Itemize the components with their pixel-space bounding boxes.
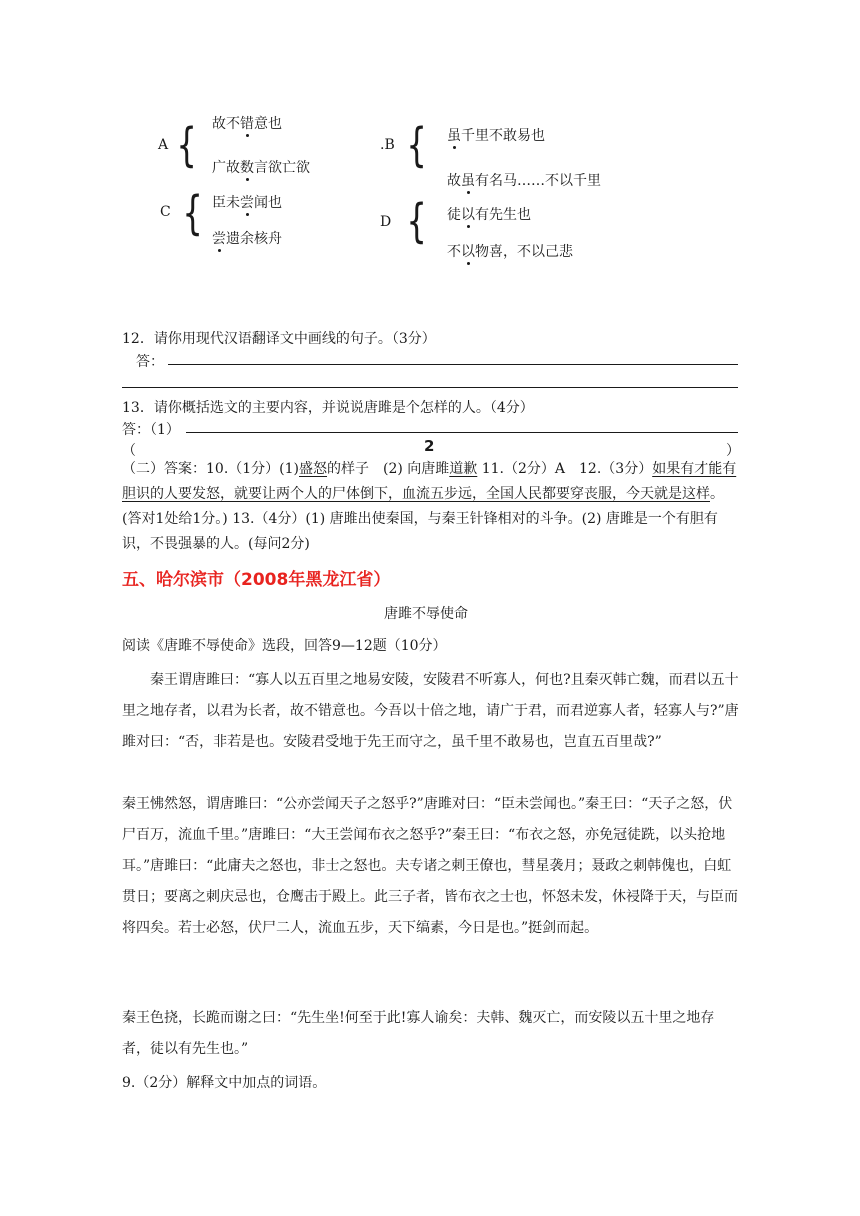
q13-answer-line <box>186 432 738 433</box>
q12-answer-line-2 <box>122 387 738 388</box>
option-b-line2: 故虽有名马……不以千里 <box>447 173 601 189</box>
q12-text: 12．请你用现代汉语翻译文中画线的句子。（3分） <box>122 331 436 347</box>
answer-underline-2: 道歉 <box>449 461 478 477</box>
option-d-label: D <box>380 214 392 230</box>
paren-right: ） <box>726 443 740 459</box>
option-a-line2: 广故数言欲亡欲 <box>212 160 310 176</box>
page-number: 2 <box>424 437 435 455</box>
answer-underline-3: 如果有才能有胆识的人要发怒，就要让两个人的尸体倒下，血流五步远，全国人民都要穿丧服，今天就是这样 <box>122 461 737 502</box>
section-heading: 五、哈尔滨市（2008年黑龙江省） <box>122 570 391 590</box>
option-a-label: A <box>158 137 169 153</box>
brace-c-icon: { <box>182 186 203 240</box>
answer-block: （二）答案：10.（1分）(1)盛怒的样子 (2) 向唐雎道歉 11.（2分）A 12.（3分）如果有才能有胆识的人要发怒，就要让两个人的尸体倒下，血流五步远，全国人民都要穿丧服，今天就是这样。(答对1处给1分。) 13.（4分）(1) 唐雎出使秦国，与秦王针锋相对的斗争。(2) 唐雎是一个有胆有识，不畏强暴的人。(每问2分) <box>122 461 737 552</box>
answer-underline-1: 盛怒 <box>299 461 328 477</box>
brace-d-icon: { <box>406 194 427 248</box>
option-c-label: C <box>160 204 171 220</box>
passage-paragraph-2: 秦王怫然怒，谓唐雎曰：“公亦尝闻天子之怒乎?”唐雎对曰：“臣未尝闻也。”秦王曰：“天子之怒，伏尸百万，流血千里。”唐雎曰：“大王尝闻布衣之怒乎?”秦王曰：“布衣之怒，亦免冠徒跣，以头抢地耳。”唐雎曰：“此庸夫之怒也，非士之怒也。夫专诸之刺王僚也，彗星袭月；聂政之刺韩傀也，白虹贯日；要离之刺庆忌也，仓鹰击于殿上。此三子者，皆布衣之士也，怀怒未发，休祲降于天，与臣而将四矣。若士必怒，伏尸二人，流血五步，天下缟素，今日是也。”挺剑而起。 <box>122 796 738 936</box>
passage-paragraph-3: 秦王色挠，长跪而谢之曰：“先生坐!何至于此!寡人谕矣：夫韩、魏灭亡，而安陵以五十里之地存者，徒以有先生也。” <box>122 1010 715 1057</box>
brace-a-icon: { <box>176 118 197 172</box>
option-a-line1: 故不错意也 <box>212 116 282 132</box>
reading-instruction: 阅读《唐雎不辱使命》选段，回答9—12题（10分） <box>122 638 447 654</box>
brace-b-icon: { <box>406 118 427 172</box>
q13-text: 13．请你概括选文的主要内容，并说说唐雎是个怎样的人。（4分） <box>122 400 534 416</box>
paren-left: （ <box>122 443 136 459</box>
q12-answer-line-1 <box>168 364 738 365</box>
q12-answer-label: 答： <box>136 354 164 370</box>
q9-text: 9.（2分）解释文中加点的词语。 <box>122 1075 327 1091</box>
option-c-line1: 臣未尝闻也 <box>212 195 282 211</box>
option-b-line1: 虽千里不敢易也 <box>447 128 545 144</box>
passage-title: 唐雎不辱使命 <box>384 606 468 622</box>
option-b-label: .B <box>380 137 395 153</box>
q13-answer-label: 答：（1） <box>122 422 180 438</box>
option-d-line1: 徒以有先生也 <box>447 207 531 223</box>
option-d-line2: 不以物喜，不以己悲 <box>447 244 573 260</box>
passage-paragraph-1: 秦王谓唐雎曰：“寡人以五百里之地易安陵，安陵君不听寡人，何也?且秦灭韩亡魏，而君以五十里之地存者，以君为长者，故不错意也。今吾以十倍之地，请广于君，而君逆寡人者，轻寡人与?”唐雎对曰：“否，非若是也。安陵君受地于先王而守之，虽千里不敢易也，岂直五百里哉?” <box>122 672 739 750</box>
option-c-line2: 尝遗余核舟 <box>212 231 282 247</box>
